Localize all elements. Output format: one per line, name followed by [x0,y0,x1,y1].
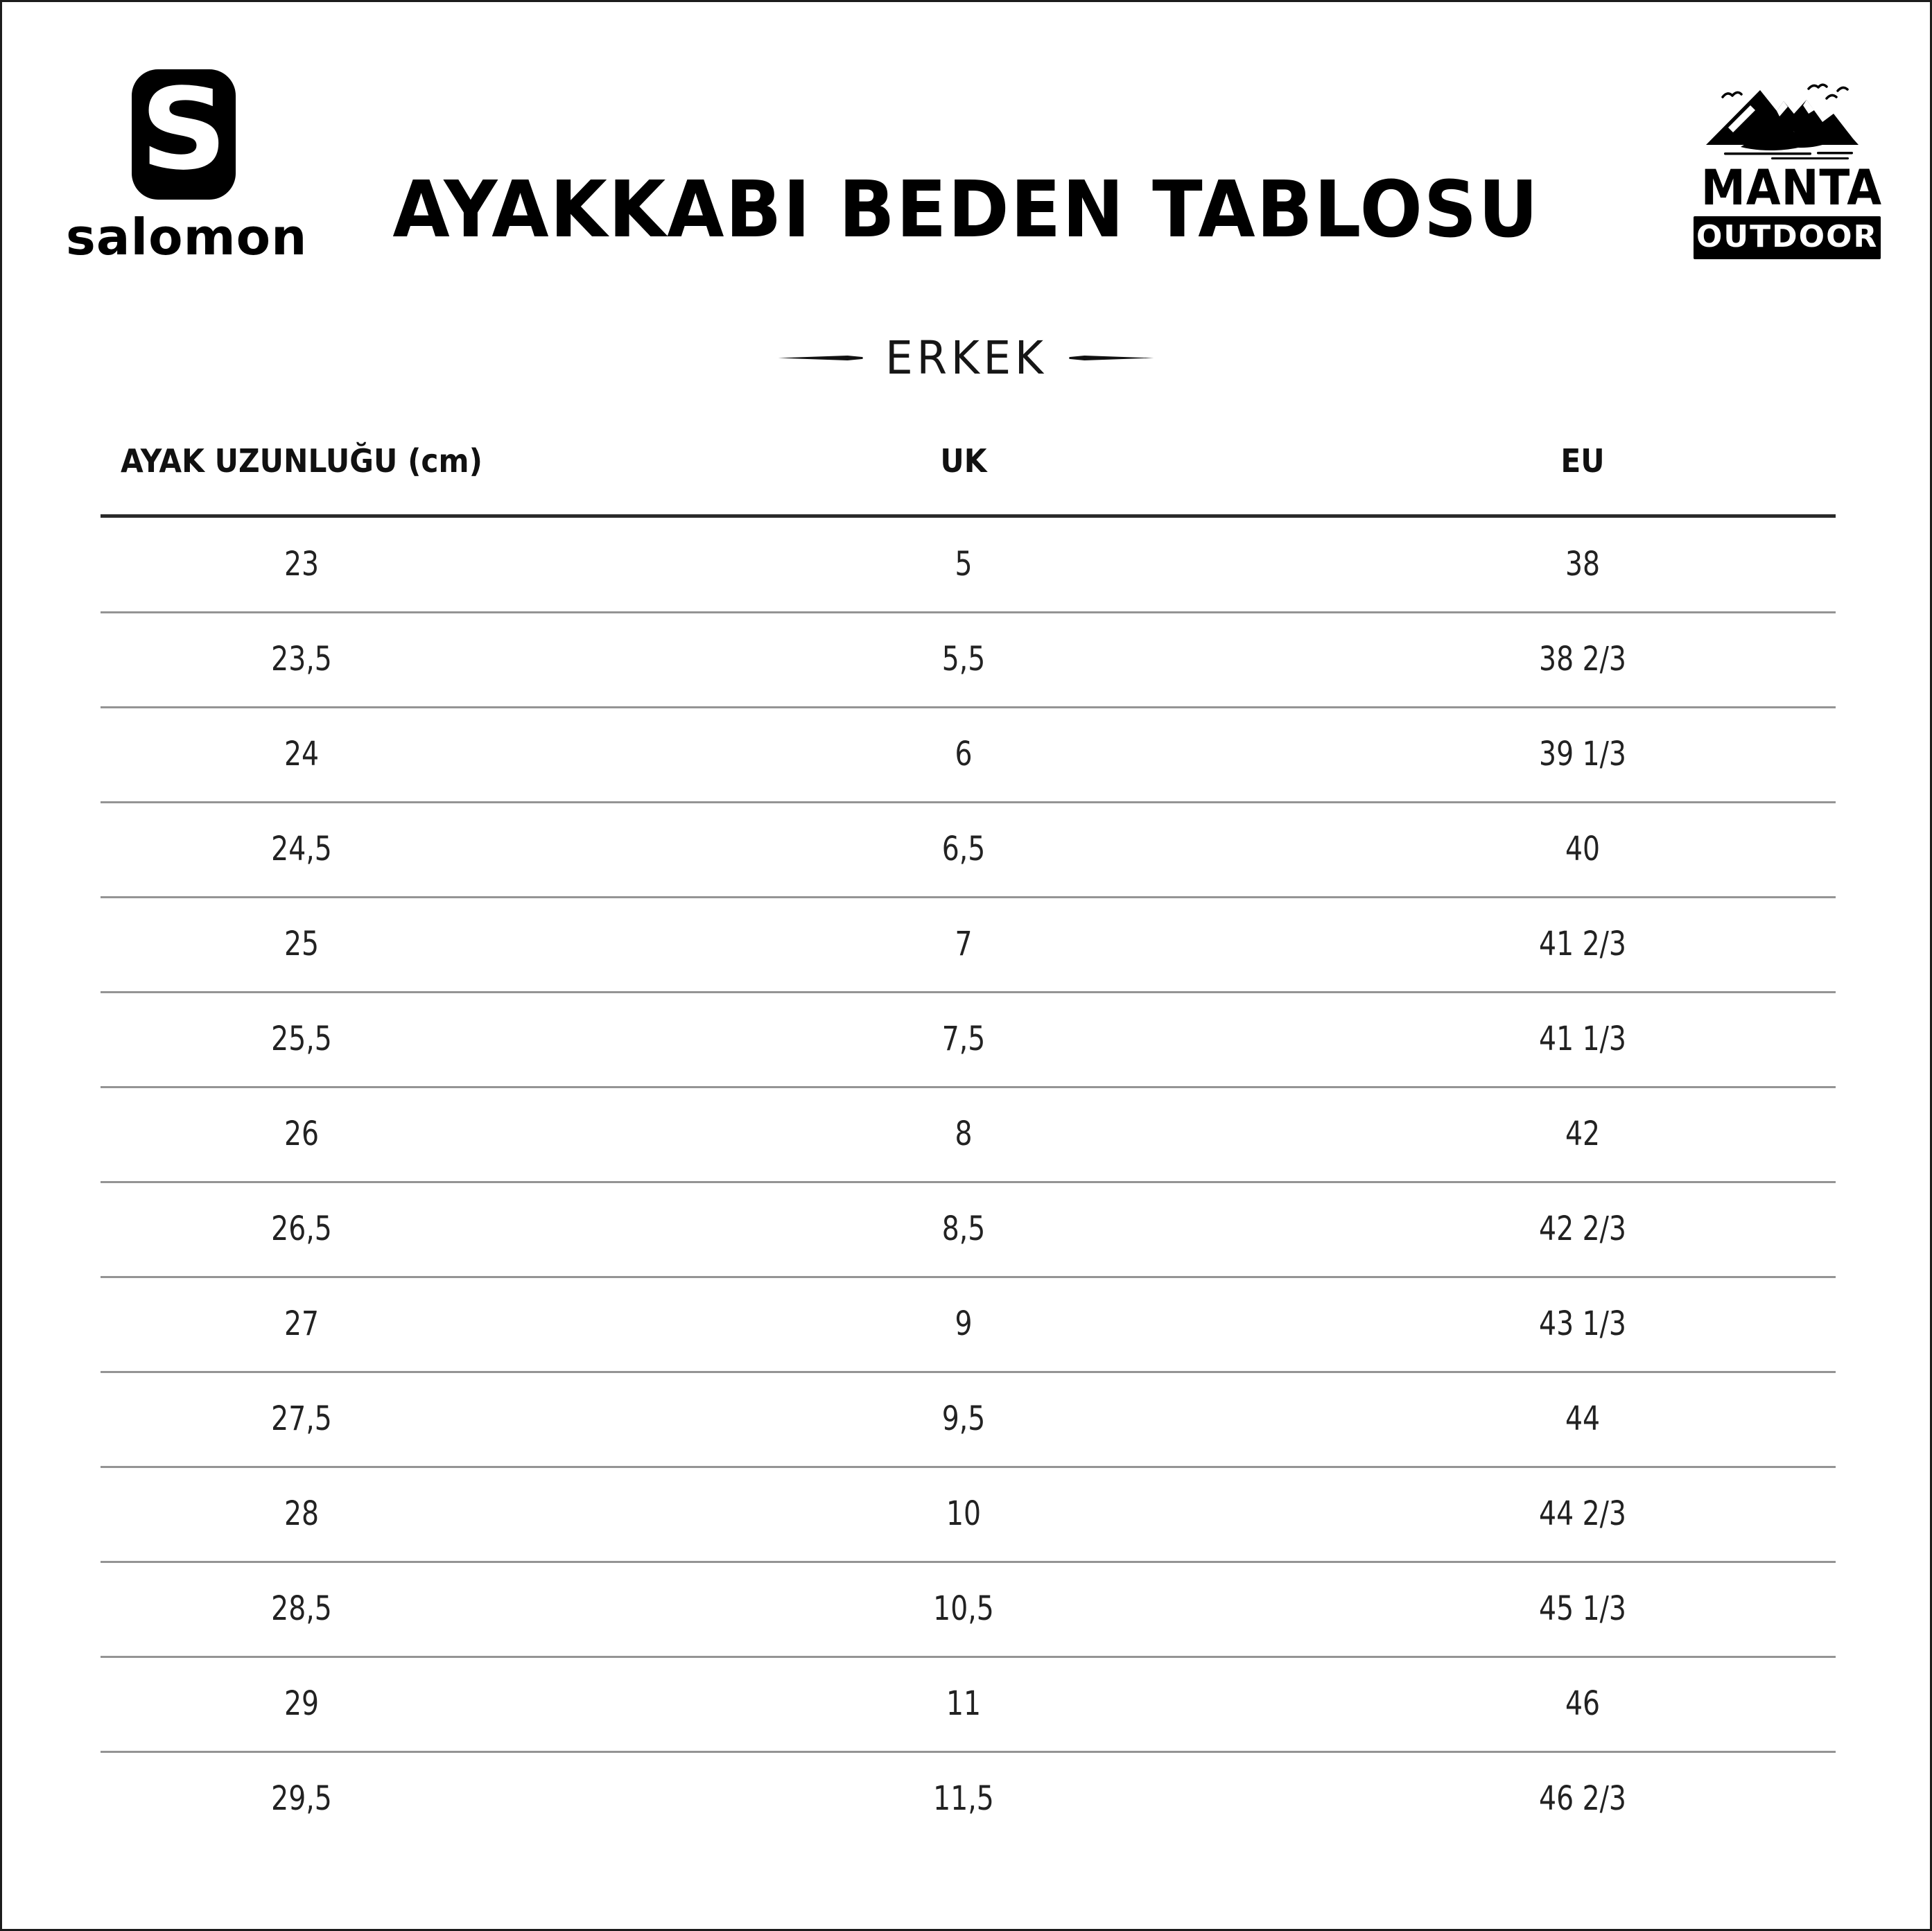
cell-foot-length: 26 [284,1114,320,1153]
section-label: ERKEK [885,331,1047,385]
cell-foot-length: 25 [284,924,320,963]
cell-foot-length: 27,5 [271,1399,332,1438]
table-row [101,1181,1836,1276]
cell-uk: 6 [955,734,973,774]
cell-foot-length: 28,5 [271,1589,332,1628]
cell-uk: 8,5 [941,1209,986,1248]
cell-foot-length: 25,5 [271,1019,332,1058]
cell-eu: 38 2/3 [1539,639,1626,679]
cell-uk: 11,5 [933,1779,994,1818]
table-row [101,1561,1836,1656]
page-title: AYAKKABI BEDEN TABLOSU [392,165,1540,255]
cell-eu: 46 [1565,1684,1601,1723]
column-header-foot-length: AYAK UZUNLUĞU (cm) [121,442,482,480]
cell-foot-length: 29 [284,1684,320,1723]
table-row [101,1276,1836,1371]
cell-foot-length: 24 [284,734,320,774]
column-header-uk: UK [940,442,987,480]
table-row [101,1086,1836,1181]
salomon-wordmark: salomon [66,208,308,266]
table-row [101,516,1836,611]
cell-foot-length: 26,5 [271,1209,332,1248]
cell-uk: 11 [946,1684,982,1723]
cell-eu: 42 2/3 [1539,1209,1626,1248]
cell-foot-length: 24,5 [271,829,332,868]
cell-eu: 42 [1565,1114,1601,1153]
cell-uk: 10,5 [933,1589,994,1628]
cell-eu: 43 1/3 [1539,1304,1626,1343]
cell-eu: 38 [1565,544,1601,584]
cell-uk: 10 [946,1494,982,1533]
table-row [101,801,1836,896]
cell-uk: 9,5 [941,1399,986,1438]
cell-foot-length: 23 [284,544,320,584]
table-row [101,1751,1836,1846]
cell-foot-length: 27 [284,1304,320,1343]
cell-eu: 44 2/3 [1539,1494,1626,1533]
cell-foot-length: 29,5 [271,1779,332,1818]
table-row [101,706,1836,801]
cell-uk: 7 [955,924,973,963]
cell-eu: 41 2/3 [1539,924,1626,963]
manta-logo-subtitle: OUTDOOR [1694,216,1881,259]
cell-uk: 5,5 [941,639,986,679]
cell-uk: 7,5 [941,1019,986,1058]
salomon-s-glyph: S [139,64,228,195]
table-row [101,991,1836,1086]
cell-eu: 41 1/3 [1539,1019,1626,1058]
cell-uk: 8 [955,1114,973,1153]
table-row [101,1466,1836,1561]
table-row [101,611,1836,706]
table-row [101,896,1836,991]
cell-uk: 5 [955,544,973,584]
cell-eu: 39 1/3 [1539,734,1626,774]
manta-logo-name: MANTA [1700,159,1882,216]
cell-foot-length: 23,5 [271,639,332,679]
table-row [101,1656,1836,1751]
column-header-eu: EU [1560,442,1605,480]
cell-foot-length: 28 [284,1494,320,1533]
cell-uk: 6,5 [941,829,986,868]
cell-uk: 9 [955,1304,973,1343]
cell-eu: 44 [1565,1399,1601,1438]
table-row [101,1371,1836,1466]
cell-eu: 45 1/3 [1539,1589,1626,1628]
cell-eu: 46 2/3 [1539,1779,1626,1818]
cell-eu: 40 [1565,829,1601,868]
